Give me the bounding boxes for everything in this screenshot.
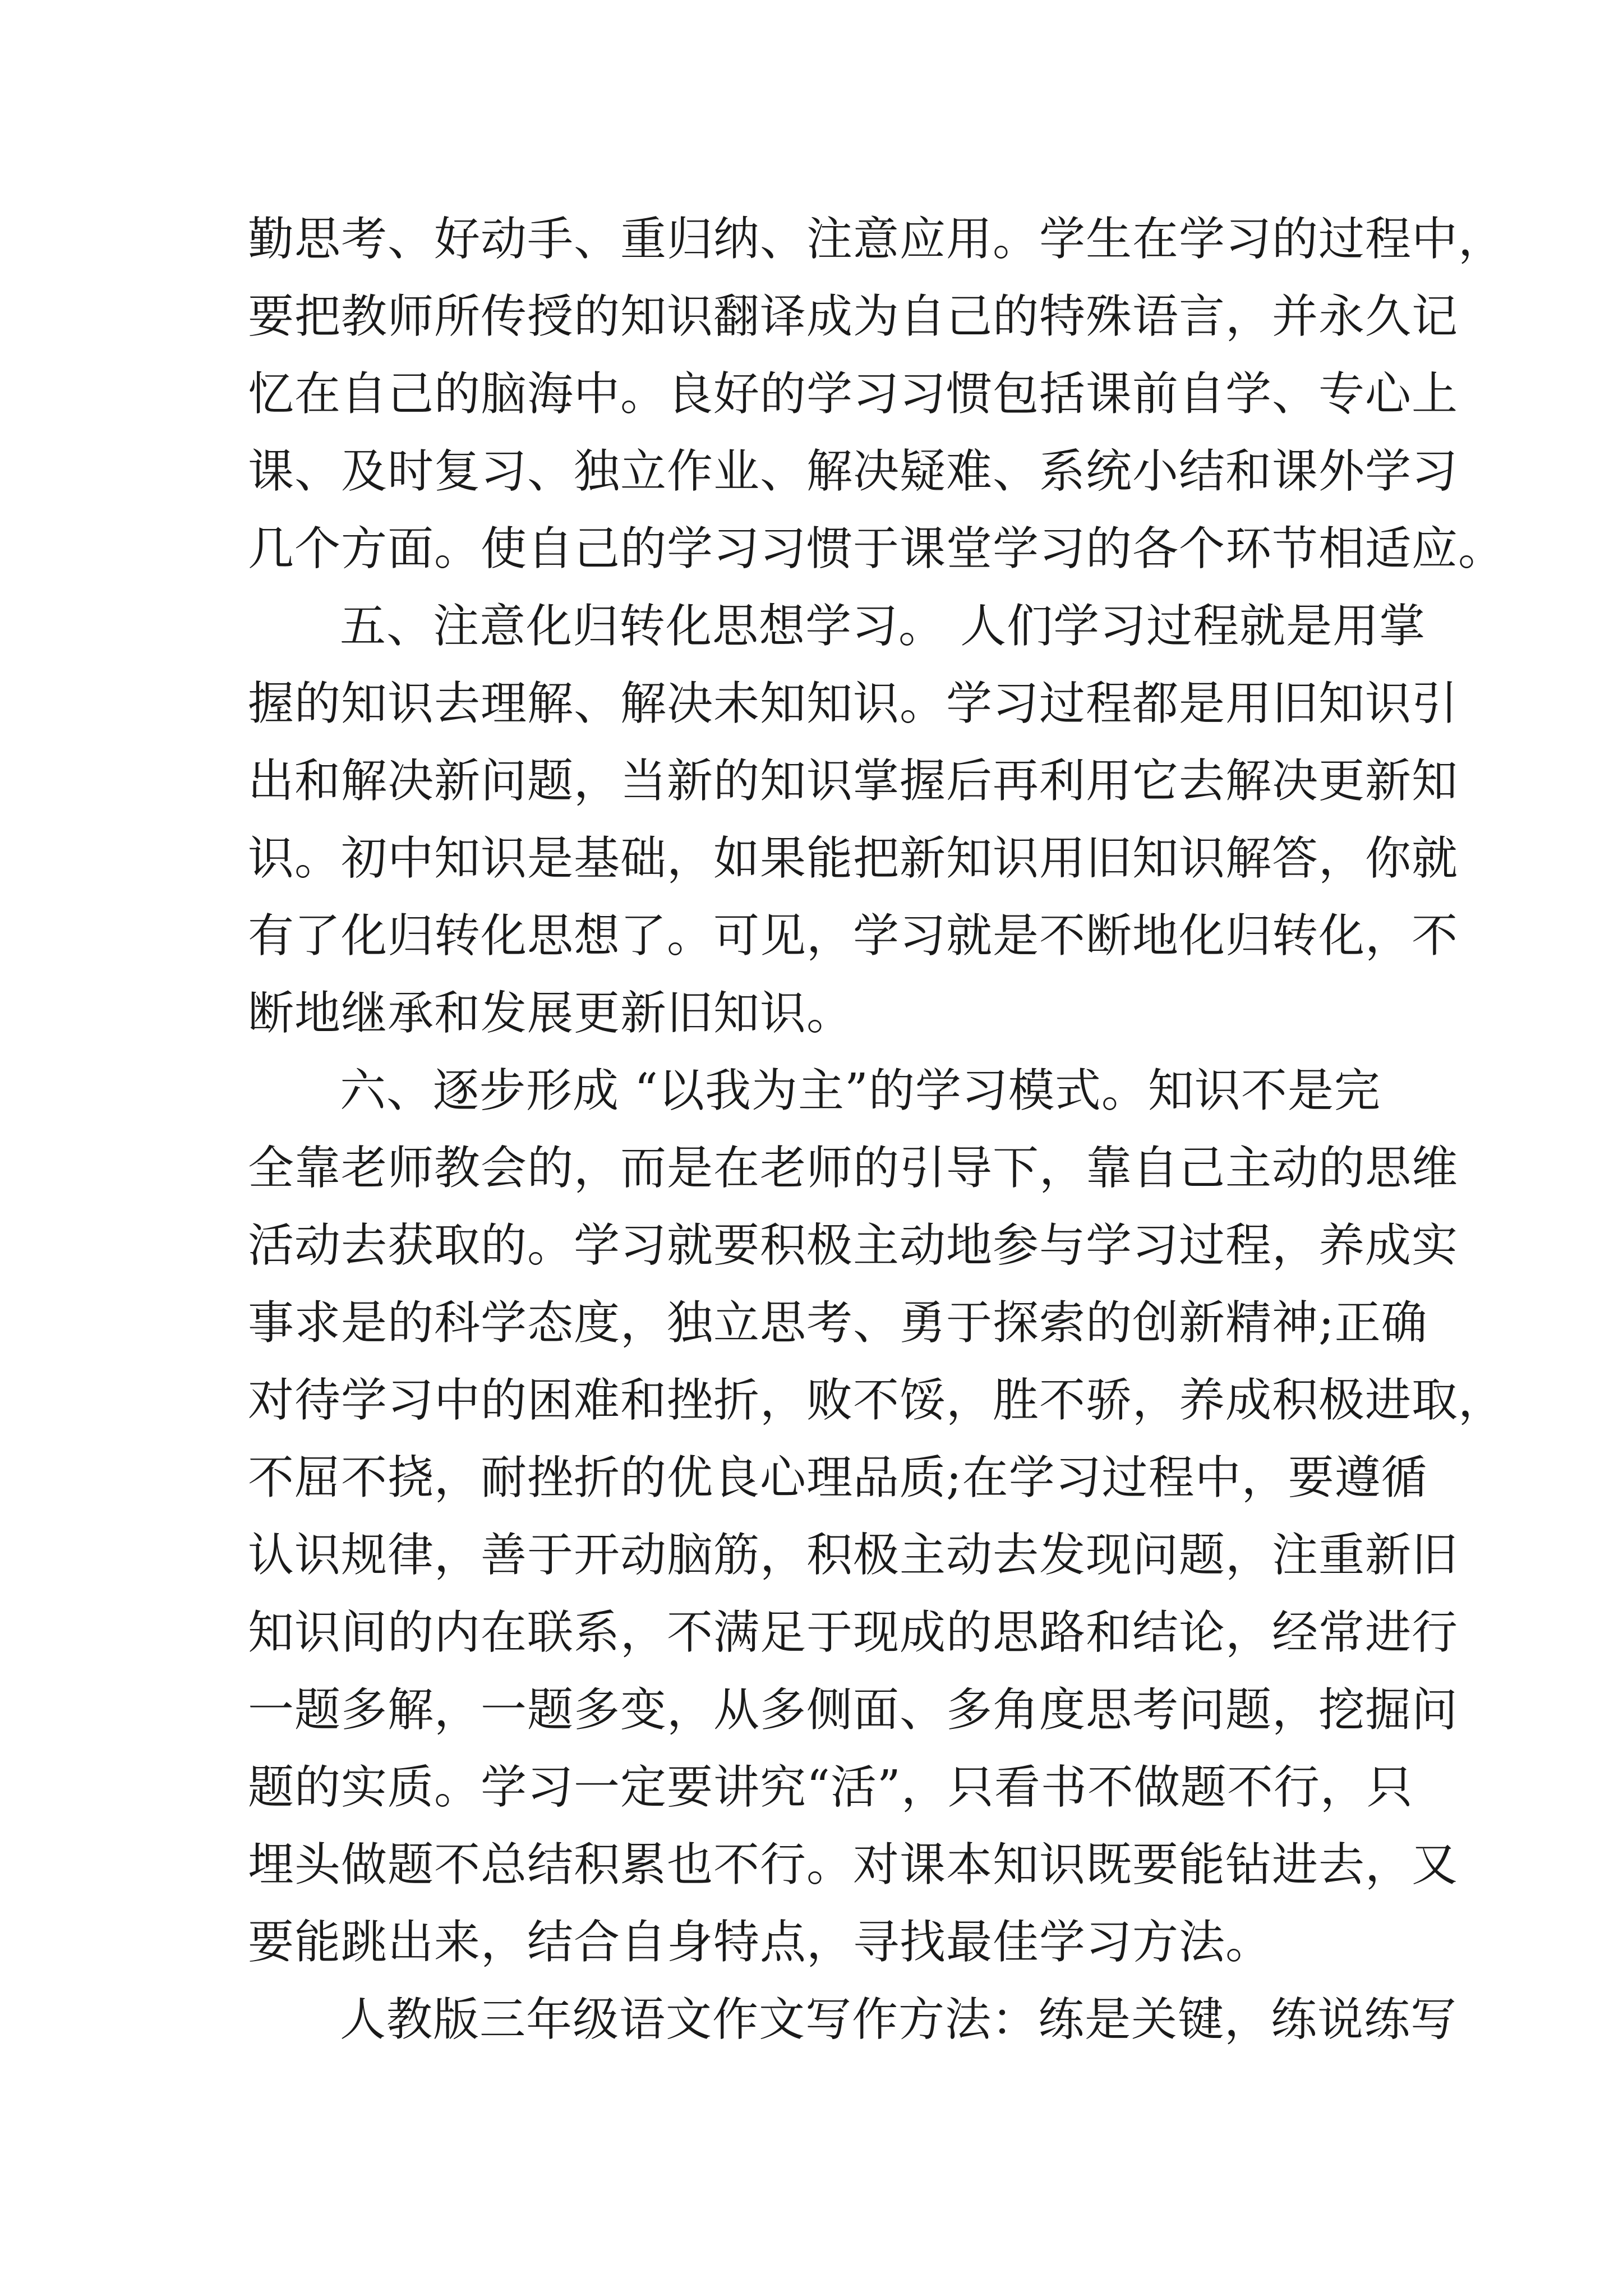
text-line: 勤思考、好动手、重归纳、注意应用。学生在学习的过程中， [248,213,1505,266]
text-line: 握的知识去理解、解决未知知识。学习过程都是用旧知识引 [248,677,1459,730]
text-line: 出和解决新问题，当新的知识掌握后再利用它去解决更新知 [248,754,1459,808]
section-heading-line: 六、逐步形成 “以我为主”的学习模式。知识不是完 [340,1064,1381,1117]
text-line: 有了化归转化思想了。可见，学习就是不断地化归转化，不 [248,909,1459,963]
text-line: 一题多解，一题多变，从多侧面、多角度思考问题，挖掘问 [248,1683,1459,1737]
text-line: 不屈不挠，耐挫折的优良心理品质;在学习过程中，要遵循 [248,1451,1428,1504]
text-line: 课、及时复习、独立作业、解决疑难、系统小结和课外学习 [248,445,1459,498]
text-line: 要能跳出来，结合自身特点，寻找最佳学习方法。 [248,1916,1272,1969]
paragraph-start-line: 人教版三年级语文作文写作方法：练是关键，练说练写 [340,1993,1458,2046]
text-line: 认识规律，善于开动脑筋，积极主动去发现问题，注重新旧 [248,1529,1459,1582]
text-line: 识。初中知识是基础，如果能把新知识用旧知识解答，你就 [248,832,1459,885]
section-heading-line: 五、注意化归转化思想学习。 人们学习过程就是用掌 [340,600,1426,653]
text-line: 全靠老师教会的，而是在老师的引导下，靠自己主动的思维 [248,1142,1459,1195]
text-line: 忆在自己的脑海中。良好的学习习惯包括课前自学、专心上 [248,367,1459,421]
text-line: 断地继承和发展更新旧知识。 [248,987,854,1040]
text-line: 知识间的内在联系，不满足于现成的思路和结论，经常进行 [248,1606,1459,1659]
body-text [248,201,1505,2059]
text-line: 对待学习中的困难和挫折，败不馁，胜不骄，养成积极进取， [248,1374,1505,1427]
text-line: 活动去获取的。学习就要积极主动地参与学习过程，养成实 [248,1219,1459,1272]
text-line: 要把教师所传授的知识翻译成为自己的特殊语言，并永久记 [248,290,1459,343]
text-line: 几个方面。使自己的学习习惯于课堂学习的各个环节相适应。 [248,522,1505,576]
text-line: 事求是的科学态度，独立思考、勇于探索的创新精神;正确 [248,1296,1428,1350]
text-line: 题的实质。学习一定要讲究“活”，只看书不做题不行，只 [248,1761,1413,1814]
text-line: 埋头做题不总结积累也不行。对课本知识既要能钻进去，又 [248,1838,1459,1892]
